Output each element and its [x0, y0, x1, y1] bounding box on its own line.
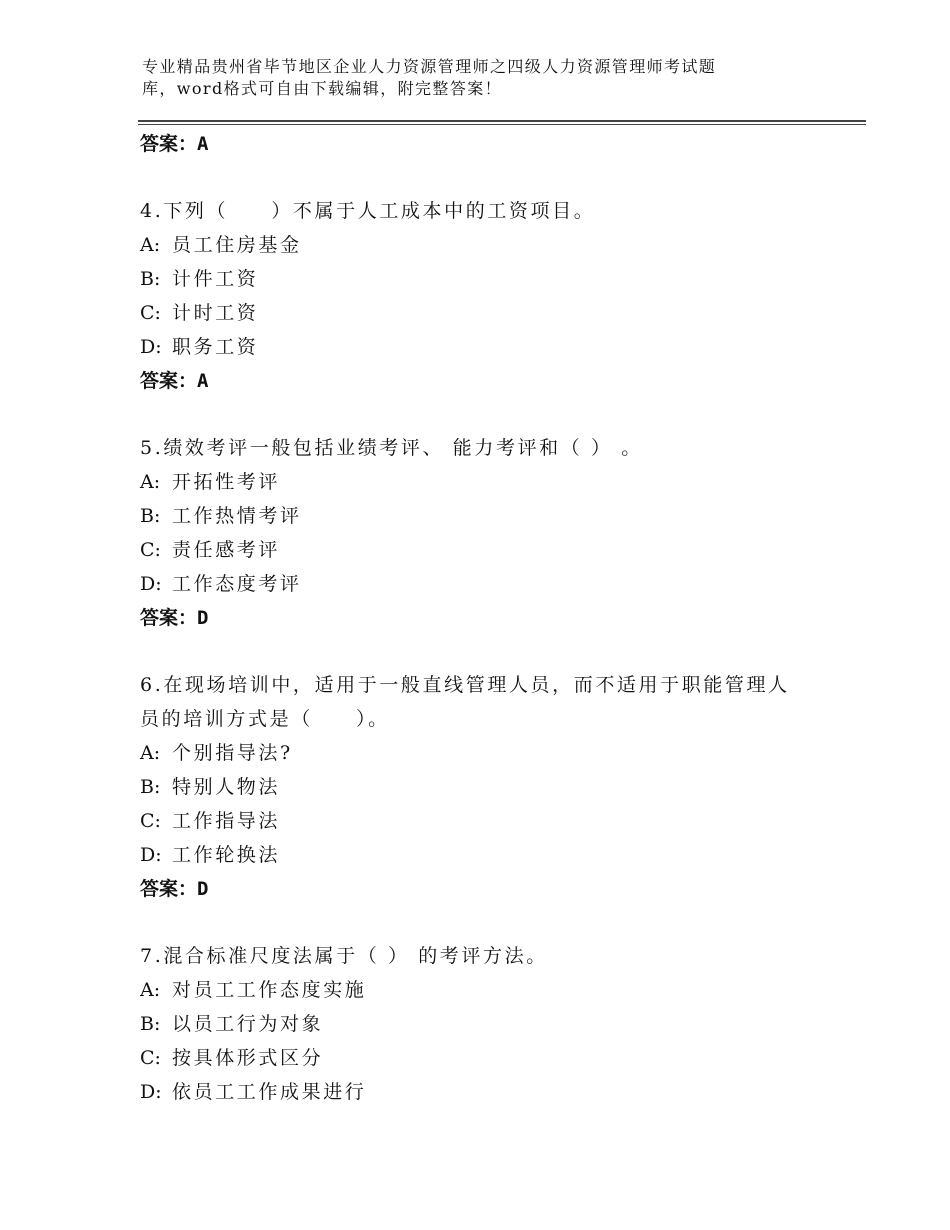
- answer-label: 答案：D: [140, 607, 209, 629]
- option-letter: B:: [140, 505, 161, 527]
- question-stem: 4.下列（ ）不属于人工成本中的工资项目。: [140, 200, 596, 222]
- option-letter: C:: [140, 302, 161, 324]
- option-letter: A:: [140, 471, 161, 493]
- header-line-1: 专业精品贵州省毕节地区企业人力资源管理师之四级人力资源管理师考试题: [142, 57, 717, 76]
- option-text: 员工住房基金: [172, 234, 302, 256]
- option-text: 职务工资: [172, 336, 259, 358]
- question-4: [140, 194, 840, 398]
- option-letter: A:: [140, 979, 161, 1001]
- question-stem: 5.绩效考评一般包括业绩考评、 能力考评和（ ） 。: [140, 437, 643, 459]
- option-text: 以员工行为对象: [172, 1013, 324, 1035]
- question-6: [140, 668, 840, 906]
- option-letter: A:: [140, 234, 161, 256]
- option-text: 工作轮换法: [172, 844, 281, 866]
- option-text: 工作指导法: [172, 810, 281, 832]
- option-d: [140, 1075, 840, 1109]
- header-line-2: 库，word格式可自由下载编辑，附完整答案！: [142, 79, 503, 98]
- option-text: 工作态度考评: [172, 573, 302, 595]
- option-text: 计时工资: [172, 302, 259, 324]
- answer-label: 答案：A: [140, 370, 209, 392]
- option-letter: B:: [140, 1013, 161, 1035]
- option-letter: C:: [140, 810, 161, 832]
- option-d: [140, 567, 840, 601]
- option-a: [140, 228, 840, 262]
- question-5: [140, 431, 840, 635]
- option-b: [140, 499, 840, 533]
- question-stem: 6.在现场培训中，适用于一般直线管理人员，而不适用于职能管理人 员的培训方式是（ ）。: [140, 674, 790, 730]
- option-a: [140, 465, 840, 499]
- option-a: [140, 973, 840, 1007]
- option-letter: B:: [140, 776, 161, 798]
- option-a: [140, 736, 840, 770]
- option-d: [140, 838, 840, 872]
- option-letter: D:: [140, 336, 162, 358]
- option-letter: D:: [140, 1081, 162, 1103]
- option-text: 计件工资: [172, 268, 259, 290]
- option-letter: B:: [140, 268, 161, 290]
- option-letter: C:: [140, 539, 161, 561]
- option-text: 责任感考评: [172, 539, 281, 561]
- option-letter: A:: [140, 742, 161, 764]
- answer-label: 答案：D: [140, 878, 209, 900]
- option-b: [140, 770, 840, 804]
- option-b: [140, 1007, 840, 1041]
- option-c: [140, 1041, 840, 1075]
- option-text: 开拓性考评: [172, 471, 281, 493]
- option-b: [140, 262, 840, 296]
- option-c: [140, 533, 840, 567]
- option-letter: C:: [140, 1047, 161, 1069]
- option-text: 依员工工作成果进行: [172, 1081, 367, 1103]
- option-text: 对员工工作态度实施: [172, 979, 367, 1001]
- question-7: [140, 939, 840, 1109]
- option-text: 个别指导法?: [172, 742, 293, 764]
- option-letter: D:: [140, 844, 162, 866]
- option-letter: D:: [140, 573, 162, 595]
- option-text: 特别人物法: [172, 776, 281, 798]
- question-stem: 7.混合标准尺度法属于（ ） 的考评方法。: [140, 945, 548, 967]
- header-rule-thin: [138, 124, 866, 125]
- header-rule-thick: [138, 120, 866, 122]
- option-d: [140, 330, 840, 364]
- question-list: [140, 126, 840, 1109]
- option-c: [140, 296, 840, 330]
- option-text: 工作热情考评: [172, 505, 302, 527]
- option-c: [140, 804, 840, 838]
- document-header: [142, 56, 822, 100]
- option-text: 按具体形式区分: [172, 1047, 324, 1069]
- answer-label: 答案：A: [140, 133, 209, 155]
